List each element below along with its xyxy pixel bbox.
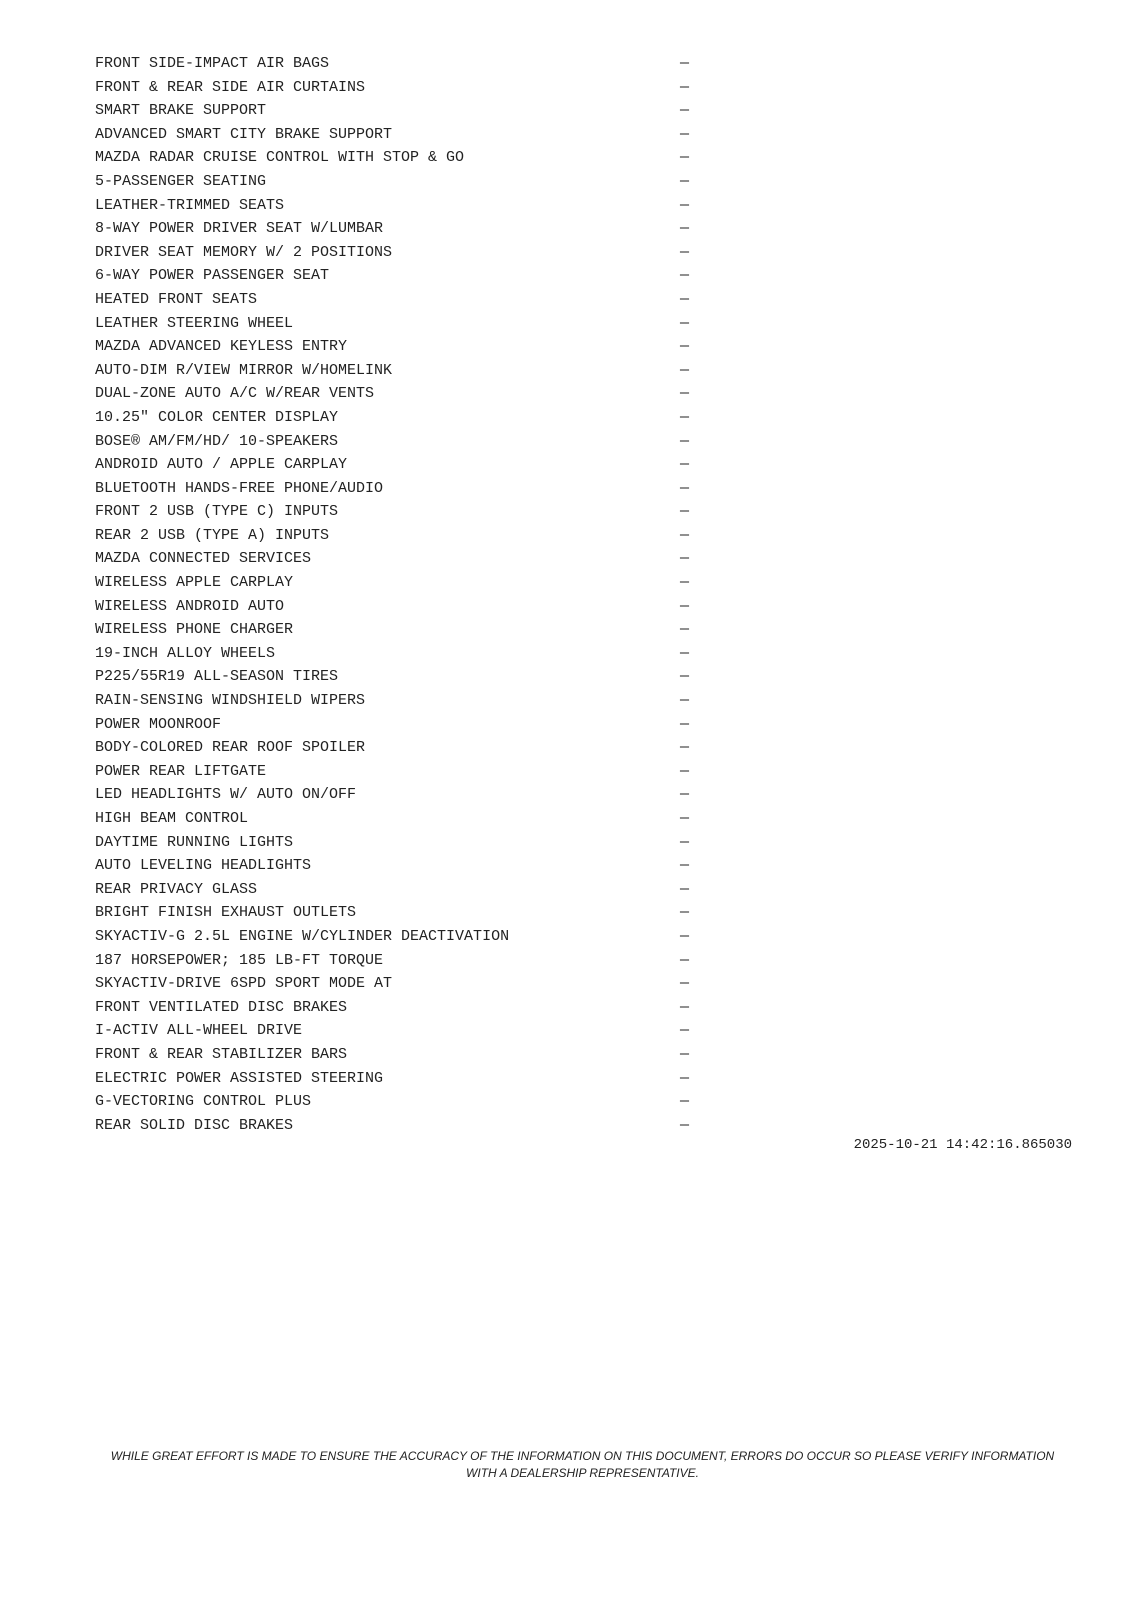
feature-row xyxy=(95,217,695,241)
feature-row xyxy=(95,854,695,878)
feature-value: — xyxy=(680,125,690,143)
feature-value: — xyxy=(680,220,690,238)
feature-value: — xyxy=(680,338,690,356)
feature-value: — xyxy=(680,78,690,96)
feature-value: — xyxy=(680,172,690,190)
feature-value: — xyxy=(680,55,690,72)
feature-row xyxy=(95,713,695,737)
feature-value: — xyxy=(680,1116,690,1134)
feature-value: — xyxy=(680,149,690,167)
feature-value: — xyxy=(680,102,690,120)
feature-row xyxy=(95,760,695,784)
feature-value: — xyxy=(680,998,690,1016)
feature-row xyxy=(95,689,695,713)
feature-value: — xyxy=(680,715,690,733)
feature-label: BODY-COLORED REAR ROOF SPOILER xyxy=(95,739,366,757)
feature-label: AUTO LEVELING HEADLIGHTS xyxy=(95,857,312,875)
feature-value: — xyxy=(680,833,690,851)
feature-row xyxy=(95,925,695,949)
feature-label: FRONT SIDE-IMPACT AIR BAGS xyxy=(95,55,330,72)
feature-row xyxy=(95,1067,695,1091)
feature-row xyxy=(95,477,695,501)
feature-label: ADVANCED SMART CITY BRAKE SUPPORT xyxy=(95,125,393,143)
feature-row xyxy=(95,996,695,1020)
feature-row xyxy=(95,1043,695,1067)
feature-label: LEATHER-TRIMMED SEATS xyxy=(95,196,285,214)
feature-row xyxy=(95,807,695,831)
feature-label: SKYACTIV-G 2.5L ENGINE W/CYLINDER DEACTIVATION xyxy=(95,927,510,945)
feature-value: — xyxy=(680,574,690,592)
feature-value: — xyxy=(680,550,690,568)
feature-row xyxy=(95,359,695,383)
feature-row xyxy=(95,642,695,666)
feature-label: REAR PRIVACY GLASS xyxy=(95,880,258,898)
feature-label: SMART BRAKE SUPPORT xyxy=(95,102,267,120)
feature-value: — xyxy=(680,810,690,827)
feature-value: — xyxy=(680,904,690,922)
feature-label: 6-WAY POWER PASSENGER SEAT xyxy=(95,267,330,285)
feature-value: — xyxy=(680,361,690,379)
feature-value: — xyxy=(680,408,690,426)
feature-label: SKYACTIV-DRIVE 6SPD SPORT MODE AT xyxy=(95,975,393,993)
feature-row xyxy=(95,500,695,524)
feature-value: — xyxy=(680,385,690,403)
feature-label: 187 HORSEPOWER; 185 LB-FT TORQUE xyxy=(95,951,384,969)
feature-value: — xyxy=(680,739,690,757)
feature-row xyxy=(95,571,695,595)
feature-label: DRIVER SEAT MEMORY W/ 2 POSITIONS xyxy=(95,243,393,261)
feature-row xyxy=(95,547,695,571)
feature-label: POWER REAR LIFTGATE xyxy=(95,762,267,780)
feature-row xyxy=(95,524,695,548)
feature-value: — xyxy=(680,975,690,993)
feature-row xyxy=(95,1114,695,1138)
feature-row xyxy=(95,736,695,760)
feature-label: MAZDA ADVANCED KEYLESS ENTRY xyxy=(95,338,348,356)
feature-label: BLUETOOTH HANDS-FREE PHONE/AUDIO xyxy=(95,479,384,497)
feature-label: HIGH BEAM CONTROL xyxy=(95,810,249,827)
feature-label: BRIGHT FINISH EXHAUST OUTLETS xyxy=(95,904,357,922)
feature-value: — xyxy=(680,880,690,898)
feature-row xyxy=(95,288,695,312)
disclaimer-text: WHILE GREAT EFFORT IS MADE TO ENSURE THE ACCURACY OF THE INFORMATION ON THIS DOCUMENT, ERRORS DO OCCUR SO PLEASE VERIFY INFORMATION WITH A DEALERSHIP REPRESENTATIVE. xyxy=(110,1449,1055,1480)
feature-row xyxy=(95,1019,695,1043)
feature-value: — xyxy=(680,243,690,261)
feature-row xyxy=(95,382,695,406)
feature-row xyxy=(95,901,695,925)
feature-value: — xyxy=(680,479,690,497)
feature-label: FRONT & REAR SIDE AIR CURTAINS xyxy=(95,78,366,96)
feature-label: 8-WAY POWER DRIVER SEAT W/LUMBAR xyxy=(95,220,384,238)
feature-label: WIRELESS ANDROID AUTO xyxy=(95,597,285,615)
feature-row xyxy=(95,453,695,477)
feature-label: FRONT VENTILATED DISC BRAKES xyxy=(95,998,348,1016)
feature-label: BOSE® AM/FM/HD/ 10-SPEAKERS xyxy=(95,432,339,450)
feature-row xyxy=(95,831,695,855)
feature-label: G-VECTORING CONTROL PLUS xyxy=(95,1093,312,1111)
feature-row xyxy=(95,878,695,902)
feature-value: — xyxy=(680,456,690,474)
feature-value: — xyxy=(680,290,690,308)
feature-row xyxy=(95,264,695,288)
feature-label: 10.25" COLOR CENTER DISPLAY xyxy=(95,408,339,426)
feature-row xyxy=(95,1090,695,1114)
feature-value: — xyxy=(680,267,690,285)
feature-label: ELECTRIC POWER ASSISTED STEERING xyxy=(95,1069,384,1087)
feature-value: — xyxy=(680,1022,690,1040)
feature-row xyxy=(95,170,695,194)
feature-value: — xyxy=(680,692,690,710)
feature-value: — xyxy=(680,951,690,969)
feature-value: — xyxy=(680,597,690,615)
feature-label: MAZDA CONNECTED SERVICES xyxy=(95,550,312,568)
feature-value: — xyxy=(680,314,690,332)
feature-value: — xyxy=(680,1045,690,1063)
feature-row xyxy=(95,665,695,689)
feature-value: — xyxy=(680,786,690,804)
feature-value: — xyxy=(680,503,690,521)
feature-label: WIRELESS APPLE CARPLAY xyxy=(95,574,294,592)
feature-value: — xyxy=(680,644,690,662)
feature-row xyxy=(95,52,695,76)
feature-row xyxy=(95,430,695,454)
feature-row xyxy=(95,194,695,218)
feature-value: — xyxy=(680,1093,690,1111)
feature-list xyxy=(95,52,695,1137)
feature-row xyxy=(95,123,695,147)
feature-value: — xyxy=(680,621,690,639)
feature-label: POWER MOONROOF xyxy=(95,715,222,733)
feature-row xyxy=(95,76,695,100)
feature-row xyxy=(95,783,695,807)
feature-value: — xyxy=(680,927,690,945)
feature-value: — xyxy=(680,668,690,686)
feature-label: RAIN-SENSING WINDSHIELD WIPERS xyxy=(95,692,366,710)
feature-label: AUTO-DIM R/VIEW MIRROR W/HOMELINK xyxy=(95,361,393,379)
feature-label: REAR SOLID DISC BRAKES xyxy=(95,1116,294,1134)
feature-value: — xyxy=(680,1069,690,1087)
feature-label: P225/55R19 ALL-SEASON TIRES xyxy=(95,668,339,686)
feature-label: 5-PASSENGER SEATING xyxy=(95,172,267,190)
feature-row xyxy=(95,406,695,430)
feature-value: — xyxy=(680,762,690,780)
feature-row xyxy=(95,972,695,996)
feature-row xyxy=(95,595,695,619)
feature-value: — xyxy=(680,432,690,450)
feature-row xyxy=(95,949,695,973)
print-timestamp: 2025-10-21 14:42:16.865030 xyxy=(853,1137,1072,1153)
feature-row xyxy=(95,335,695,359)
feature-label: HEATED FRONT SEATS xyxy=(95,290,258,308)
feature-row xyxy=(95,99,695,123)
feature-label: WIRELESS PHONE CHARGER xyxy=(95,621,294,639)
feature-label: LEATHER STEERING WHEEL xyxy=(95,314,294,332)
feature-label: LED HEADLIGHTS W/ AUTO ON/OFF xyxy=(95,786,357,804)
feature-label: I-ACTIV ALL-WHEEL DRIVE xyxy=(95,1022,303,1040)
feature-label: ANDROID AUTO / APPLE CARPLAY xyxy=(95,456,348,474)
feature-label: MAZDA RADAR CRUISE CONTROL WITH STOP & GO xyxy=(95,149,465,167)
feature-value: — xyxy=(680,526,690,544)
feature-row xyxy=(95,146,695,170)
feature-value: — xyxy=(680,196,690,214)
feature-row xyxy=(95,618,695,642)
feature-row xyxy=(95,241,695,265)
feature-label: DUAL-ZONE AUTO A/C W/REAR VENTS xyxy=(95,385,375,403)
feature-label: DAYTIME RUNNING LIGHTS xyxy=(95,833,294,851)
feature-label: REAR 2 USB (TYPE A) INPUTS xyxy=(95,526,330,544)
feature-row xyxy=(95,312,695,336)
feature-label: FRONT & REAR STABILIZER BARS xyxy=(95,1045,348,1063)
feature-label: FRONT 2 USB (TYPE C) INPUTS xyxy=(95,503,339,521)
feature-value: — xyxy=(680,857,690,875)
feature-label: 19-INCH ALLOY WHEELS xyxy=(95,644,276,662)
